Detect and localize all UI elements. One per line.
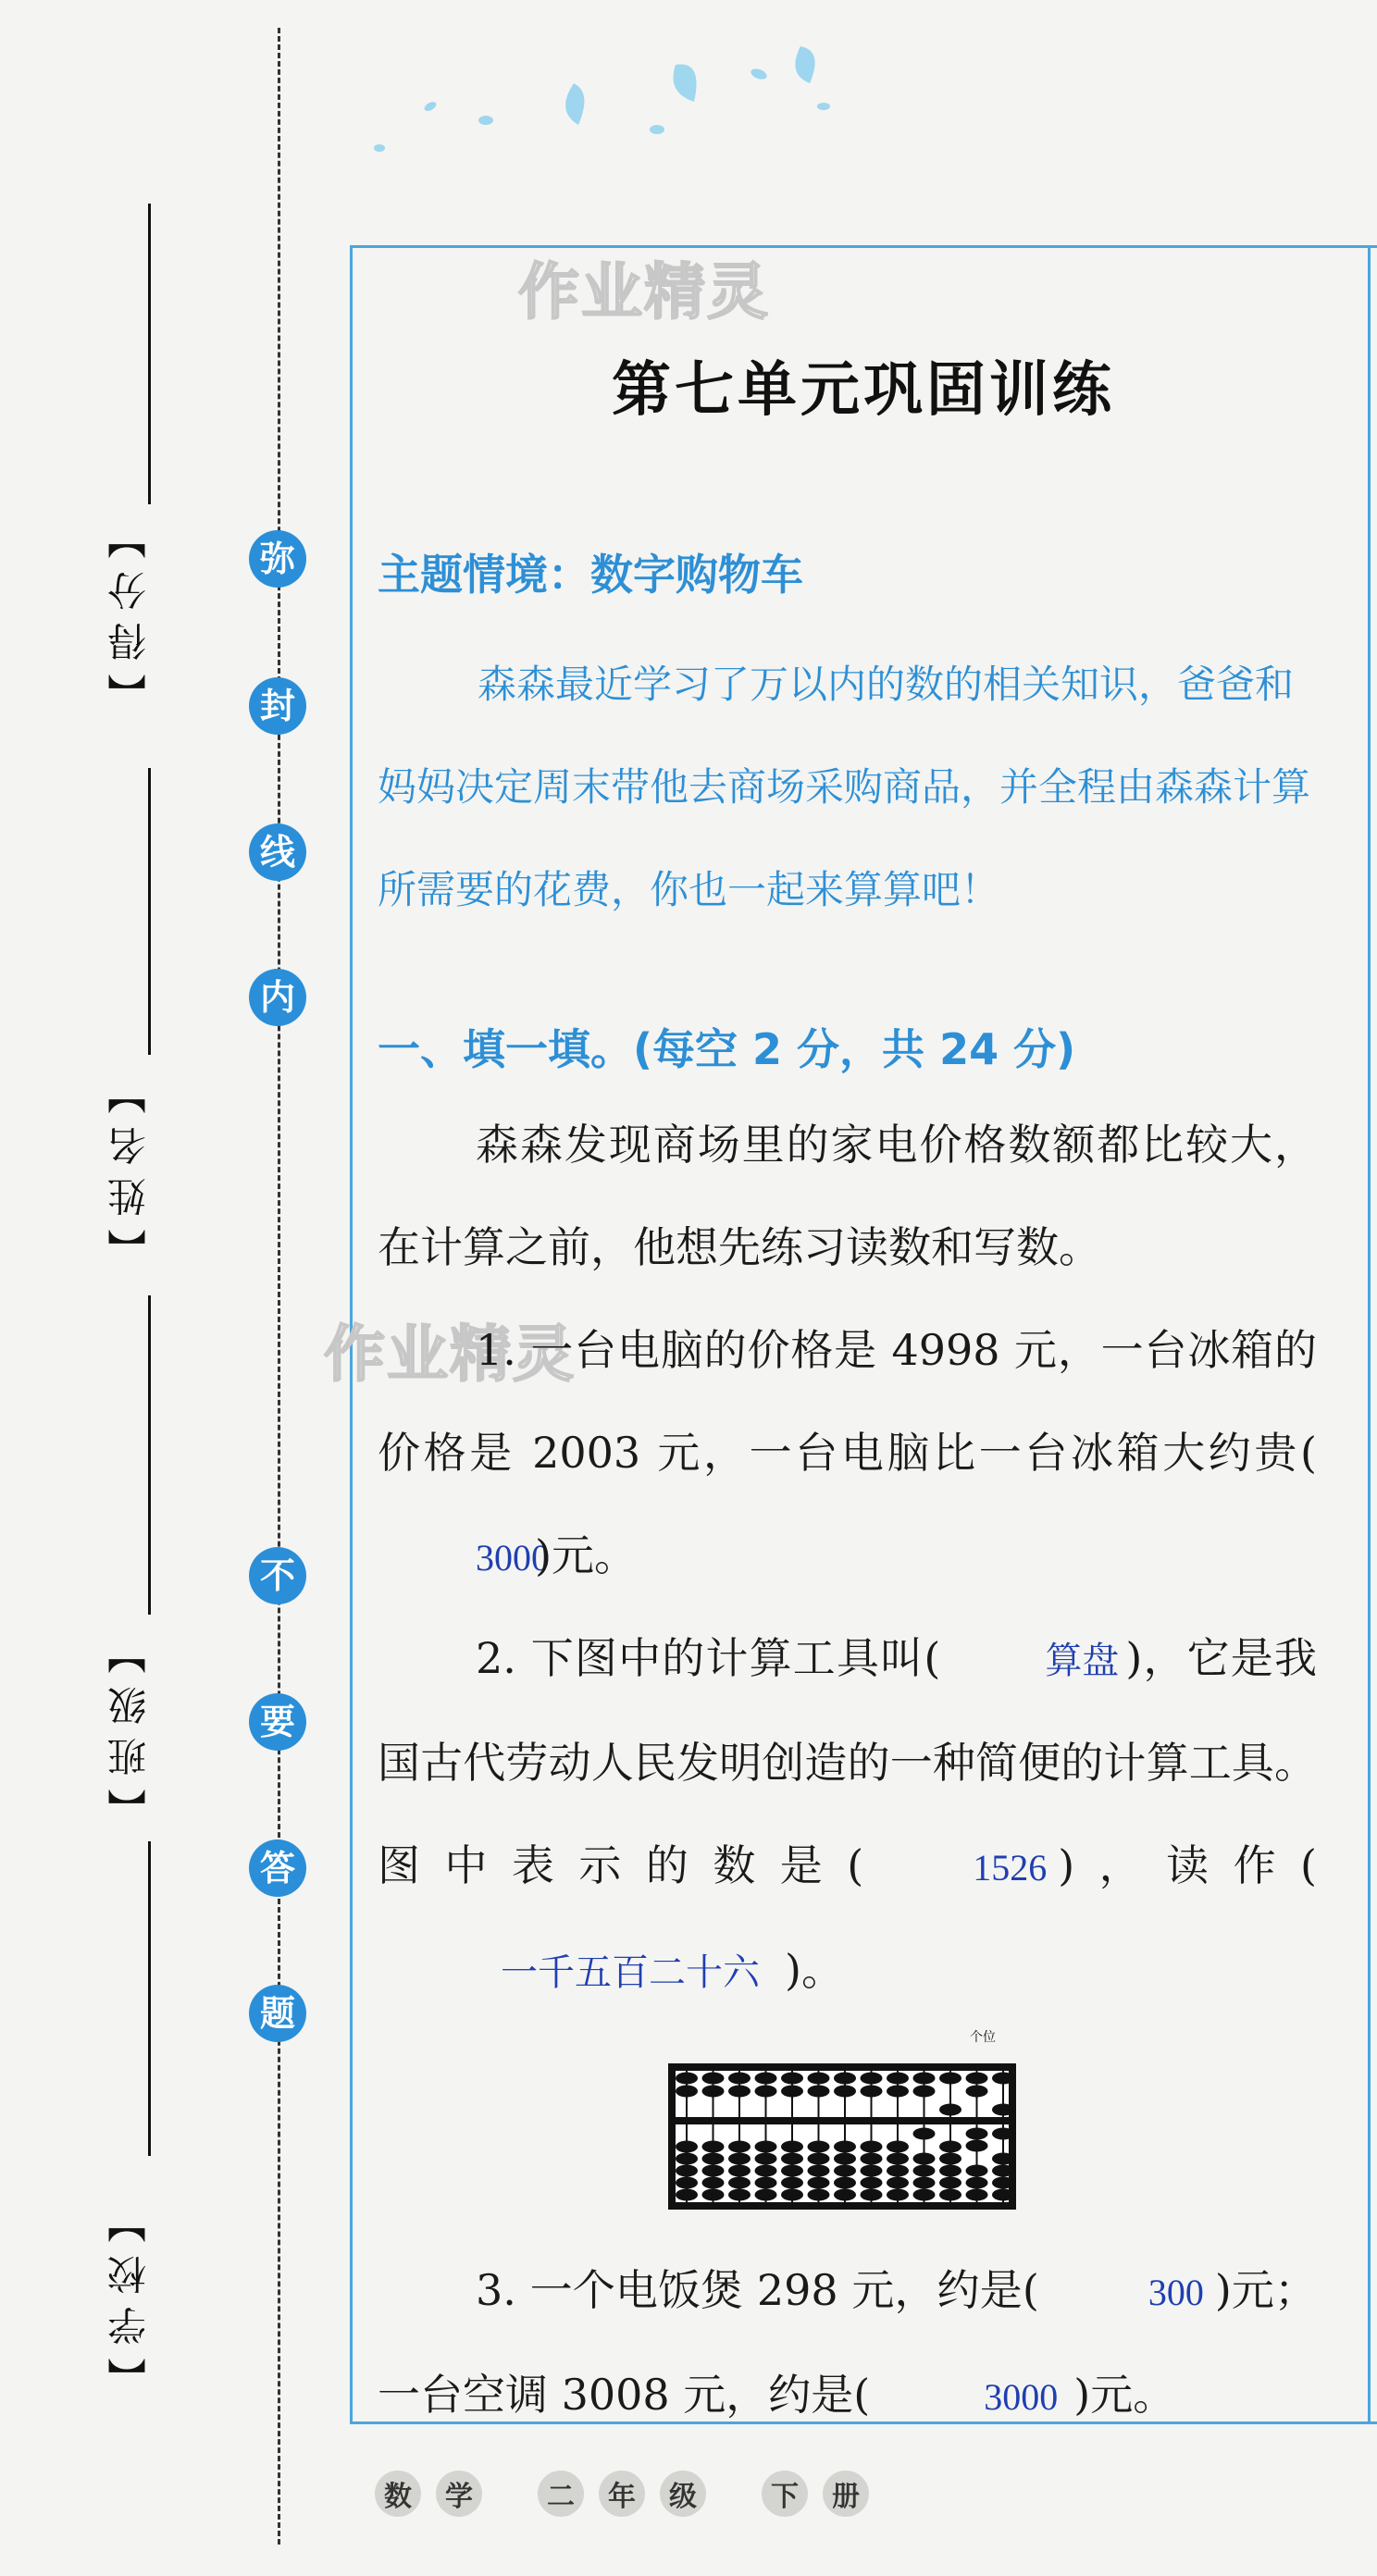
abacus-bead [755,2141,777,2153]
abacus-bead [861,2141,883,2153]
abacus-bead [861,2153,883,2165]
abacus-bead [887,2165,909,2177]
footer-char: 下 [762,2471,808,2517]
abacus-bead [913,2189,936,2201]
abacus-figure [666,2026,1018,2211]
abacus-bead [861,2165,883,2177]
abacus-bead [781,2141,803,2153]
content-frame-edge [1368,245,1371,2424]
abacus-bead [992,2177,1014,2189]
footer-book-info [375,2471,869,2517]
abacus-bead [992,2153,1014,2165]
abacus-bead [755,2073,777,2085]
intro-text: 森森发现商场里的家电价格数额都比较大，在计算之前，他想先练习读数和写数。 [378,1120,1317,1272]
abacus-bead [755,2086,777,2098]
abacus-bead [676,2073,698,2085]
footer-char: 二 [538,2471,584,2517]
abacus-bead [781,2153,803,2165]
school-field-line[interactable] [148,1841,151,2156]
abacus-bead [861,2086,883,2098]
abacus-bead [887,2153,909,2165]
abacus-bead [808,2165,830,2177]
footer-char: 册 [823,2471,869,2517]
footer-char: 年 [599,2471,645,2517]
abacus-bead [966,2086,988,2098]
abacus-bead [966,2177,988,2189]
q2-answer-tool[interactable]: 算盘 [1045,1640,1120,1681]
abacus-bead [939,2189,961,2201]
abacus-bead [728,2189,751,2201]
abacus-bead [781,2165,803,2177]
q1-answer[interactable]: 3000 [476,1537,550,1579]
q3-text-a: 3. 一个电饭煲 298 元，约是( [476,2265,1039,2315]
theme-heading: 主题情境：数字购物车 [378,550,803,600]
question-3 [378,2239,1317,2448]
abacus-bead [834,2153,856,2165]
abacus-bead [992,2189,1014,2201]
seal-char: 线 [249,824,306,881]
footer-char: 数 [375,2471,421,2517]
section-heading: 一、填一填。(每空 2 分，共 24 分) [378,1024,1076,1074]
name-field-line[interactable] [148,768,151,1055]
abacus-bead [781,2189,803,2201]
abacus-bead [808,2086,830,2098]
binding-dashed-line [278,28,280,2545]
seal-char: 答 [249,1839,306,1897]
abacus-bead [808,2177,830,2189]
q3-text-b: )元；一台空调 3008 元，约是( [378,2265,1317,2420]
q2-text-a: 2. 下图中的计算工具叫( [476,1633,941,1683]
abacus-bead [966,2140,988,2152]
q2-answer-reading[interactable]: 一千五百二十六 [501,1951,760,1993]
abacus-bead [676,2086,698,2098]
abacus-bead [755,2153,777,2165]
abacus-bead [808,2189,830,2201]
abacus-beam [672,2117,1012,2124]
abacus-bead [755,2177,777,2189]
abacus-bead [939,2073,961,2085]
abacus-bead [781,2086,803,2098]
abacus-bead [702,2189,725,2201]
score-field-line[interactable] [148,204,151,504]
abacus-bead [861,2073,883,2085]
abacus-bead [676,2153,698,2165]
q2-text-b: )，它是我国古代劳动人民发明创造的一种简便的计算工具。图中表示的数是( [378,1633,1317,1890]
abacus-bead [913,2128,936,2140]
abacus-bead [834,2073,856,2085]
abacus-bead [728,2073,751,2085]
abacus-bead [887,2141,909,2153]
class-field-line[interactable] [148,1295,151,1615]
seal-char: 封 [249,677,306,735]
seal-char: 不 [249,1547,306,1604]
abacus-bead [676,2141,698,2153]
abacus-bead [702,2165,725,2177]
abacus-bead [939,2153,961,2165]
footer-char: 级 [660,2471,706,2517]
abacus-bead [676,2177,698,2189]
abacus-bead [834,2189,856,2201]
abacus-bead [913,2073,936,2085]
q1-text-a: 1. 一台电脑的价格是 4998 元，一台冰箱的价格是 2003 元，一台电脑比一台冰箱大约贵( [378,1325,1317,1478]
abacus-bead [834,2086,856,2098]
seal-char: 要 [249,1693,306,1751]
abacus-bead [887,2189,909,2201]
abacus-label: 个位 [970,2030,996,2045]
abacus-bead [702,2177,725,2189]
abacus-bead [676,2189,698,2201]
abacus-bead [755,2165,777,2177]
abacus-bead [834,2165,856,2177]
footer-char: 学 [436,2471,482,2517]
abacus-bead [676,2165,698,2177]
q1-text-b: )元。 [535,1530,637,1580]
abacus-bead [887,2073,909,2085]
abacus-bead [728,2165,751,2177]
q2-answer-number[interactable]: 1526 [973,1847,1048,1889]
abacus-bead [992,2104,1014,2116]
abacus-bead [966,2073,988,2085]
abacus-bead [808,2153,830,2165]
abacus-bead [992,2073,1014,2085]
abacus-bead [702,2141,725,2153]
abacus-bead [913,2177,936,2189]
q2-text-c: )，读作( [1058,1840,1317,1890]
abacus-bead [992,2128,1014,2140]
abacus-bead [966,2128,988,2140]
q2-text-d: )。 [785,1945,844,1995]
abacus-bead [939,2177,961,2189]
q3-text-c: )元。 [1073,2370,1176,2420]
abacus-bead [861,2177,883,2189]
score-field-label: 【 得 分 】 [106,519,152,712]
abacus-bead [913,2165,936,2177]
abacus-bead [913,2153,936,2165]
abacus-bead [887,2086,909,2098]
abacus-bead [887,2177,909,2189]
watermark: 作业精灵 [324,1319,576,1390]
abacus-bead [808,2073,830,2085]
abacus-bead [808,2141,830,2153]
abacus-bead [939,2141,961,2153]
watermark: 作业精灵 [518,256,770,328]
leaves-decoration [361,28,842,167]
abacus-bead [702,2153,725,2165]
abacus-bead [834,2177,856,2189]
abacus-bead [861,2189,883,2201]
name-field-label: 【 姓 名 】 [106,1074,152,1268]
page-title: 第七单元巩固训练 [612,356,1115,425]
abacus-bead [992,2165,1014,2177]
abacus-bead [939,2165,961,2177]
abacus-bead [781,2177,803,2189]
abacus-bead [702,2073,725,2085]
abacus-bead [728,2086,751,2098]
abacus-bead [755,2189,777,2201]
seal-char: 题 [249,1985,306,2042]
abacus-bead [966,2189,988,2201]
class-field-label: 【 班 级 】 [106,1634,152,1827]
school-field-label: 【 学 校 】 [106,2203,152,2396]
question-1 [378,1299,1317,1609]
q3-answer-a[interactable]: 300 [1148,2272,1204,2313]
abacus-bead [728,2177,751,2189]
abacus-bead [939,2104,961,2116]
abacus-bead [728,2153,751,2165]
abacus-bead [702,2086,725,2098]
seal-char: 弥 [249,530,306,588]
abacus-bead [834,2141,856,2153]
abacus-bead [781,2073,803,2085]
abacus-bead [966,2165,988,2177]
seal-char: 内 [249,969,306,1026]
abacus-bead [913,2086,936,2098]
story-text: 森森最近学习了万以内的数的相关知识，爸爸和妈妈决定周末带他去商场采购商品，并全程由森森计算所需要的花费，你也一起来算算吧！ [378,662,1311,912]
question-2 [378,1607,1317,2024]
abacus-bead [728,2141,751,2153]
q3-answer-b[interactable]: 3000 [984,2376,1059,2418]
